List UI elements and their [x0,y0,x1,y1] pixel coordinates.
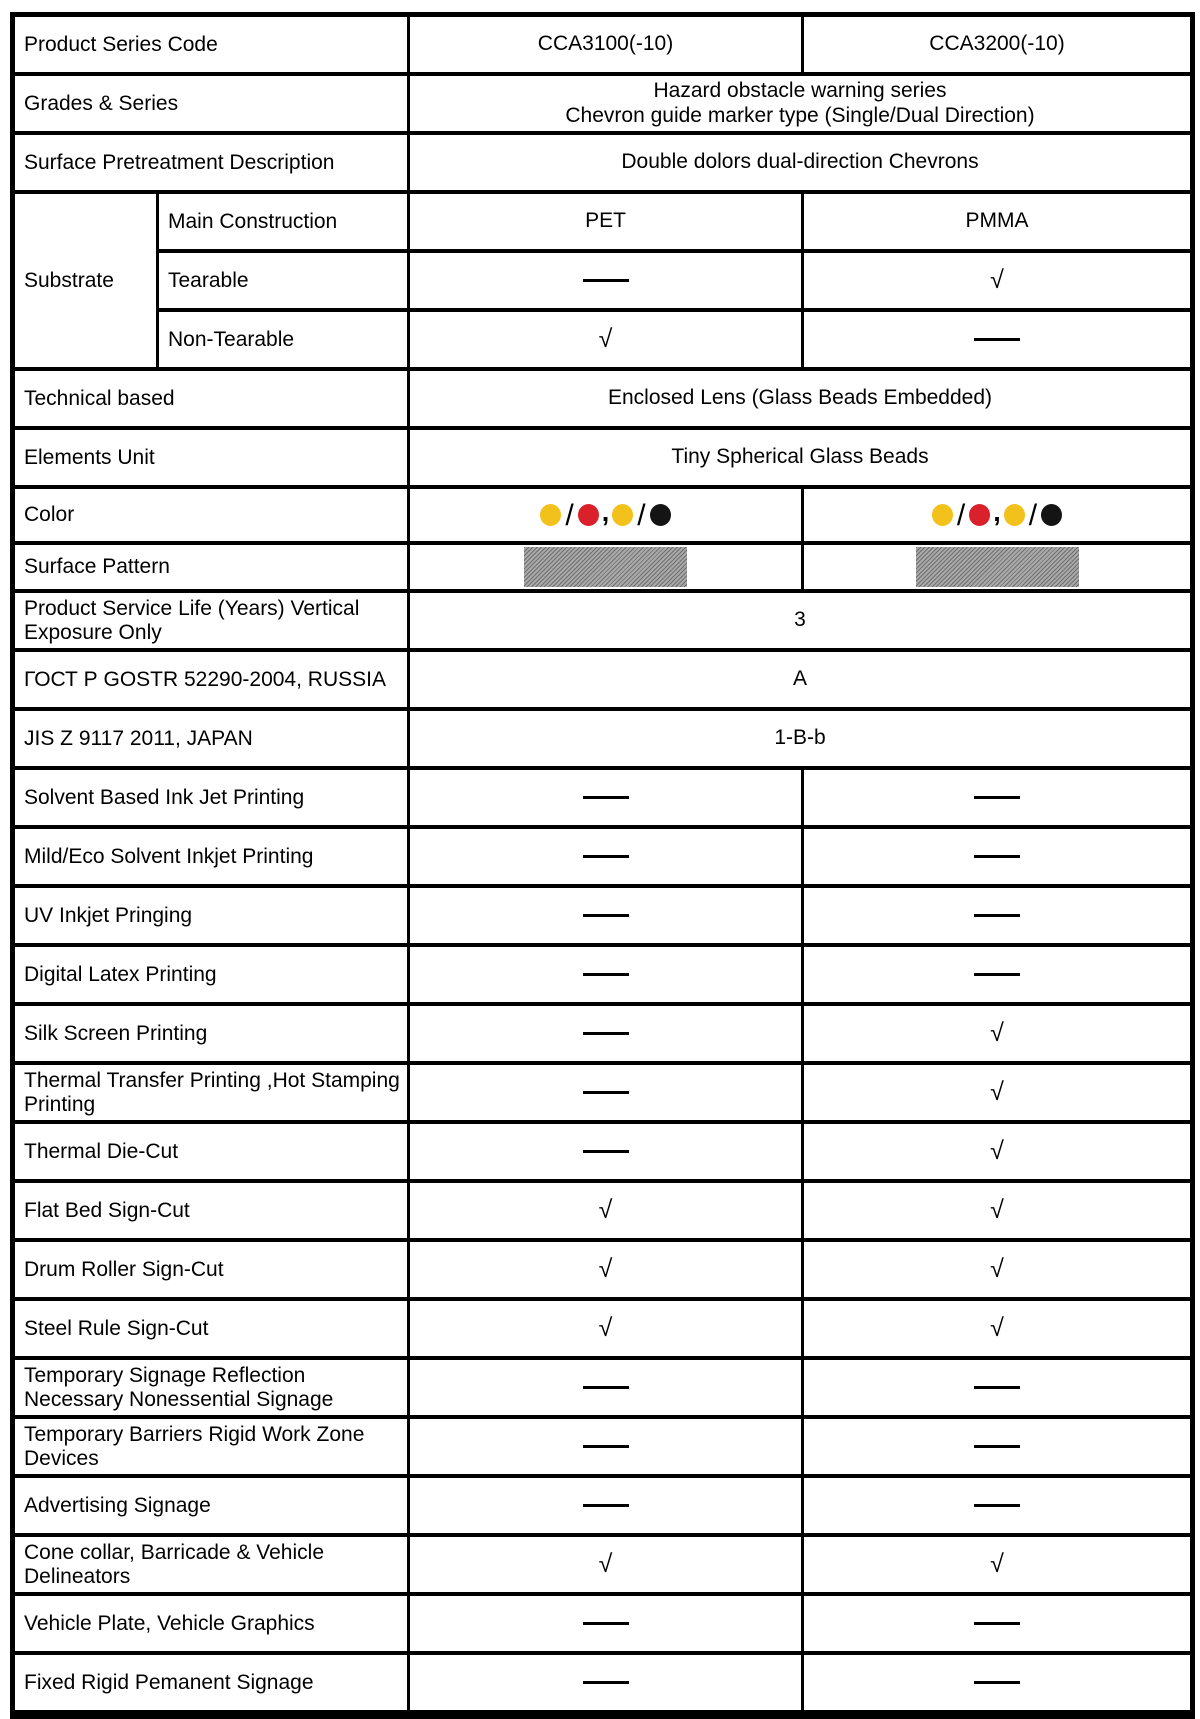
row-label-text: Technical based [24,386,175,410]
table-row-main-construction [13,192,1193,251]
row-label-text: JIS Z 9117 2011, JAPAN [24,726,253,750]
row-label-flat-bed-sign-cut [13,1181,409,1240]
value-cell-dash [803,886,1193,945]
value-cell-dash [409,827,803,886]
spec-table [10,12,1195,1719]
row-label-silk-screen-printing [13,1004,409,1063]
table-row-vehicle-plate-vehicle-graphics [13,1594,1193,1653]
color-dot-yellow [612,504,633,526]
row-label-text: Product Service Life (Years) Vertical Exposure Only [24,596,360,644]
value-line: 3 [794,608,806,632]
value-cell [803,15,1193,75]
row-label-text: Mild/Eco Solvent Inkjet Printing [24,844,314,868]
value-cell-dash [803,768,1193,827]
color-dot-yellow [1004,504,1025,526]
dash-mark [974,1622,1020,1625]
value-cell-check [803,1240,1193,1299]
color-dot-black [1041,504,1062,526]
row-label-surface-pretreatment-description [13,133,409,192]
table-row-digital-latex-printing [13,945,1193,1004]
value-text: CCA3200(-10) [929,32,1065,56]
check-mark: √ [598,324,613,353]
table-row-technical-based [13,369,1193,428]
value-cell-check [409,310,803,369]
dash-mark [583,914,629,917]
value-cell-dash [409,1417,803,1476]
dash-mark [974,1445,1020,1448]
color-dot-red [578,504,599,526]
value-line: Hazard obstacle warning series [653,78,947,102]
table-row-jis-z-9117-2011-japan [13,709,1193,768]
dash-mark [974,796,1020,799]
row-label-text: Thermal Transfer Printing ,Hot Stamping Printing [24,1068,400,1116]
table-row-steel-rule-sign-cut [13,1299,1193,1358]
row-label-thermal-transfer-printing-hot-stamping-printing [13,1063,409,1122]
value-cell-colors [409,487,803,543]
dash-mark [583,1445,629,1448]
dash-mark [583,1386,629,1389]
row-label-text: Thermal Die-Cut [24,1139,179,1163]
table-row-surface-pattern [13,543,1193,591]
value-cell [409,192,803,251]
value-cell-colors [803,487,1193,543]
value-cell [409,15,803,75]
row-label-solvent-based-ink-jet-printing [13,768,409,827]
row-label-gostr-52290-2004-russia [13,650,409,709]
check-mark: √ [598,1254,613,1283]
value-cell-dash [409,251,803,310]
row-label-text: Steel Rule Sign-Cut [24,1316,209,1340]
value-cell-span [409,650,1193,709]
check-mark: √ [990,1136,1004,1165]
dash-mark [583,279,629,282]
table-row-solvent-based-ink-jet-printing [13,768,1193,827]
row-label-text: Grades & Series [24,91,179,115]
color-separator: / [565,498,574,532]
row-label-text: Elements Unit [24,445,155,469]
value-line: Chevron guide marker type (Single/Dual Direction) [565,103,1035,127]
check-mark: √ [990,1549,1004,1578]
table-row-product-service-life-years-vertical-exposure-only [13,591,1193,650]
value-cell-check [803,1535,1193,1594]
check-mark: √ [990,1018,1004,1047]
check-mark: √ [598,1195,613,1224]
sub-label-non-tearable [158,310,409,369]
value-cell-span [409,369,1193,428]
color-separator: , [601,496,610,527]
value-cell [803,192,1193,251]
dash-mark [974,338,1020,341]
check-mark: √ [990,1313,1004,1342]
value-cell-dash [803,1653,1193,1715]
table-row-uv-inkjet-pringing [13,886,1193,945]
check-mark: √ [990,265,1004,294]
value-cell-check [803,1181,1193,1240]
sub-label-text: Non-Tearable [168,327,295,351]
table-row-silk-screen-printing [13,1004,1193,1063]
value-cell-dash [803,1358,1193,1417]
value-cell-pattern [409,543,803,591]
dash-mark [583,973,629,976]
value-cell-dash [803,1476,1193,1535]
value-cell-check [803,251,1193,310]
dash-mark [974,1681,1020,1684]
value-cell-dash [803,1594,1193,1653]
row-label-elements-unit [13,428,409,487]
row-label-drum-roller-sign-cut [13,1240,409,1299]
check-mark: √ [990,1077,1004,1106]
row-label-text: Digital Latex Printing [24,962,217,986]
value-line: Tiny Spherical Glass Beads [671,445,929,469]
row-label-thermal-die-cut [13,1122,409,1181]
value-cell-check [803,1122,1193,1181]
row-label-product-service-life-years-vertical-exposure-only [13,591,409,650]
row-label-text: Temporary Barriers Rigid Work Zone Devices [24,1422,365,1470]
dash-mark [974,855,1020,858]
table-row-drum-roller-sign-cut [13,1240,1193,1299]
row-label-text: Temporary Signage Reflection Necessary Nonessential Signage [24,1363,334,1411]
value-cell-dash [409,1004,803,1063]
value-cell-check [803,1004,1193,1063]
value-text: CCA3100(-10) [537,32,674,56]
row-label-text: UV Inkjet Pringing [24,903,193,927]
value-cell-dash [409,768,803,827]
dash-mark [974,1386,1020,1389]
value-cell-span [409,428,1193,487]
value-cell-check [803,1299,1193,1358]
table-row-advertising-signage [13,1476,1193,1535]
dash-mark [583,1622,629,1625]
value-cell-check [409,1181,803,1240]
color-separator: , [993,496,1001,527]
color-dot-red [969,504,990,526]
row-label-text: Drum Roller Sign-Cut [24,1257,224,1281]
group-label-text: Substrate [24,268,114,292]
row-label-text: Silk Screen Printing [24,1021,208,1045]
value-cell-check [409,1535,803,1594]
value-cell-dash [409,945,803,1004]
table-row-thermal-die-cut [13,1122,1193,1181]
table-row-tearable [13,251,1193,310]
color-separator: / [637,498,646,532]
row-label-text: Cone collar, Barricade & Vehicle Delineators [24,1540,324,1588]
color-separator: / [1028,498,1038,532]
table-row-surface-pretreatment-description [13,133,1193,192]
row-label-product-series-code [13,15,409,75]
value-cell-dash [409,1063,803,1122]
row-label-grades-series [13,74,409,133]
row-label-text: ГОСТ Р GOSTR 52290-2004, RUSSIA [24,667,386,691]
row-label-steel-rule-sign-cut [13,1299,409,1358]
dash-mark [974,914,1020,917]
row-label-fixed-rigid-pemanent-signage [13,1653,409,1715]
value-cell-check [803,1063,1193,1122]
value-line: 1-B-b [774,726,826,750]
row-label-mild-eco-solvent-inkjet-printing [13,827,409,886]
row-label-temporary-barriers-rigid-work-zone-devices [13,1417,409,1476]
spec-table-body [13,15,1193,1715]
color-dot-black [650,504,671,526]
value-cell-dash [409,1476,803,1535]
color-dot-yellow [540,504,561,526]
dash-mark [583,1032,629,1035]
table-row-product-series-code [13,15,1193,75]
sub-label-tearable [158,251,409,310]
dash-mark [583,1150,629,1153]
table-row-grades-series [13,74,1193,133]
table-row-color [13,487,1193,543]
row-label-substrate [13,192,158,369]
check-mark: √ [598,1313,613,1342]
value-cell-dash [803,945,1193,1004]
row-label-text: Surface Pattern [24,555,170,579]
surface-pattern-swatch [916,547,1079,587]
table-row-non-tearable [13,310,1193,369]
row-label-text: Advertising Signage [24,1493,211,1517]
value-cell-dash [409,886,803,945]
table-row-mild-eco-solvent-inkjet-printing [13,827,1193,886]
surface-pattern-swatch [524,547,687,587]
dash-mark [583,855,629,858]
value-cell-dash [409,1594,803,1653]
value-text: PMMA [965,209,1029,233]
sub-label-main-construction [158,192,409,251]
sub-label-text: Tearable [168,268,249,292]
row-label-text: Flat Bed Sign-Cut [24,1198,190,1222]
row-label-advertising-signage [13,1476,409,1535]
table-row-flat-bed-sign-cut [13,1181,1193,1240]
row-label-color [13,487,409,543]
value-cell-dash [409,1653,803,1715]
row-label-jis-z-9117-2011-japan [13,709,409,768]
table-row-gostr-52290-2004-russia [13,650,1193,709]
row-label-technical-based [13,369,409,428]
row-label-text: Solvent Based Ink Jet Printing [24,785,305,809]
value-cell-span [409,74,1193,133]
table-row-temporary-signage-reflection-necessary-nonessential-signage [13,1358,1193,1417]
check-mark: √ [598,1549,613,1578]
color-dot-yellow [932,504,953,526]
value-cell-span [409,709,1193,768]
row-label-temporary-signage-reflection-necessary-nonessential-signage [13,1358,409,1417]
row-label-cone-collar-barricade-vehicle-delineators [13,1535,409,1594]
check-mark: √ [990,1254,1004,1283]
row-label-text: Product Series Code [24,32,218,56]
row-label-digital-latex-printing [13,945,409,1004]
table-row-temporary-barriers-rigid-work-zone-devices [13,1417,1193,1476]
check-mark: √ [990,1195,1004,1224]
dash-mark [583,1681,629,1684]
value-cell-dash [803,1417,1193,1476]
row-label-text: Vehicle Plate, Vehicle Graphics [24,1611,315,1635]
table-row-elements-unit [13,428,1193,487]
dash-mark [974,973,1020,976]
row-label-text: Color [24,503,75,527]
value-cell-check [409,1299,803,1358]
row-label-text: Fixed Rigid Pemanent Signage [24,1670,314,1694]
value-cell-dash [409,1122,803,1181]
value-line: Enclosed Lens (Glass Beads Embedded) [607,386,993,410]
table-row-cone-collar-barricade-vehicle-delineators [13,1535,1193,1594]
value-line: Double dolors dual-direction Chevrons [621,150,979,174]
sub-label-text: Main Construction [168,209,338,233]
table-row-thermal-transfer-printing-hot-stamping-printing [13,1063,1193,1122]
dash-mark [583,796,629,799]
value-line: A [792,667,807,691]
dash-mark [974,1504,1020,1507]
value-cell-dash [803,310,1193,369]
value-text: PET [585,209,626,233]
row-label-vehicle-plate-vehicle-graphics [13,1594,409,1653]
value-cell-dash [803,827,1193,886]
row-label-surface-pattern [13,543,409,591]
value-cell-dash [409,1358,803,1417]
row-label-text: Surface Pretreatment Description [24,150,335,174]
value-cell-check [409,1240,803,1299]
dash-mark [583,1504,629,1507]
value-cell-span [409,591,1193,650]
color-separator: / [956,498,966,532]
value-cell-span [409,133,1193,192]
table-row-fixed-rigid-pemanent-signage [13,1653,1193,1715]
row-label-uv-inkjet-pringing [13,886,409,945]
value-cell-pattern [803,543,1193,591]
dash-mark [583,1091,629,1094]
